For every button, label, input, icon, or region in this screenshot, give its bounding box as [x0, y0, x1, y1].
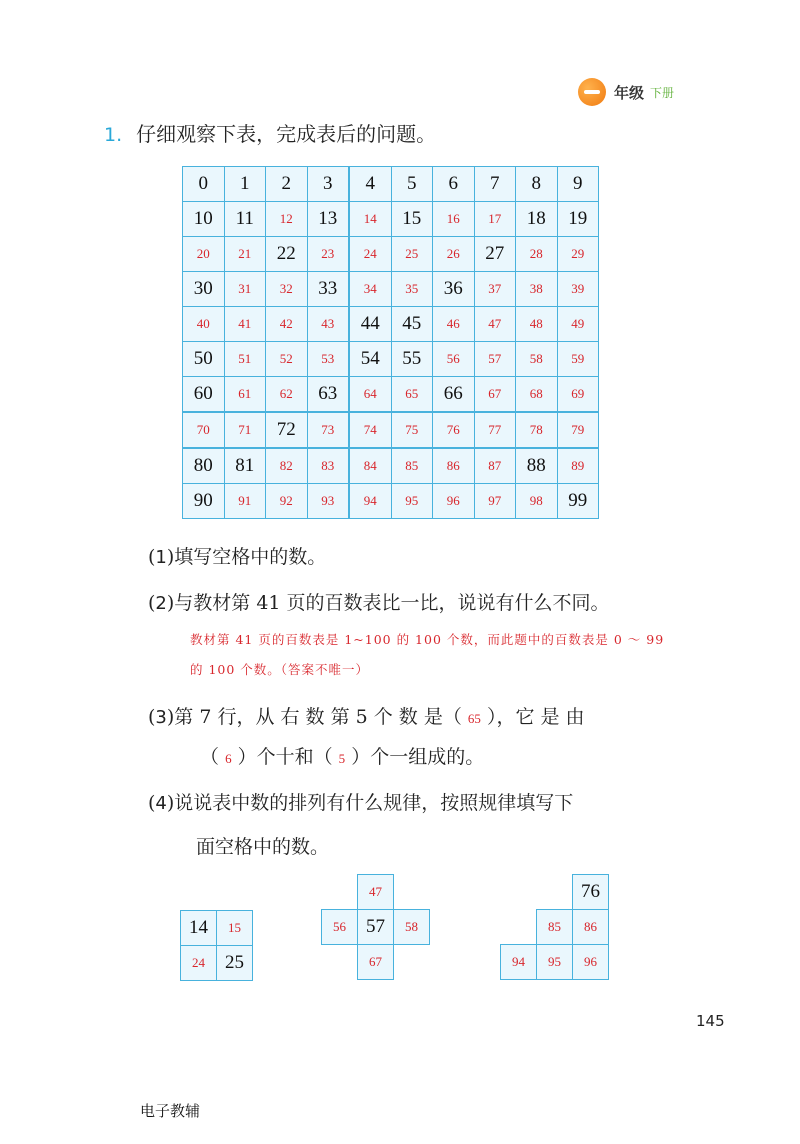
table-cell-answer: 39	[557, 272, 599, 307]
table-row	[183, 237, 599, 272]
table-cell-answer: 14	[349, 202, 391, 237]
grid-cell: 56	[322, 910, 358, 945]
table-cell-answer: 89	[557, 448, 599, 484]
table-cell-answer: 69	[557, 377, 599, 413]
table-cell-answer: 83	[307, 448, 349, 484]
table-cell-given: 15	[391, 202, 433, 237]
table-cell-given: 90	[183, 484, 225, 519]
table-cell-answer: 17	[474, 202, 516, 237]
table-cell-given: 19	[557, 202, 599, 237]
table-cell-answer: 85	[391, 448, 433, 484]
table-cell-answer: 31	[224, 272, 266, 307]
table-cell-answer: 42	[266, 307, 308, 342]
grid-cell: 58	[394, 910, 430, 945]
volume-label: 下册	[650, 85, 675, 100]
table-cell-answer: 73	[307, 412, 349, 448]
table-cell-answer: 70	[183, 412, 225, 448]
table-cell-answer: 32	[266, 272, 308, 307]
table-row	[183, 377, 599, 413]
table-row	[183, 484, 599, 519]
grid-cell: 76	[573, 875, 609, 910]
table-cell-answer: 56	[433, 342, 475, 377]
table-cell-answer: 35	[391, 272, 433, 307]
table-cell-answer: 77	[474, 412, 516, 448]
table-cell-given: 5	[391, 167, 433, 202]
table-cell-answer: 41	[224, 307, 266, 342]
part-4-line-2: 面空格中的数。	[196, 836, 330, 858]
table-row	[183, 167, 599, 202]
grid-cell: 14	[181, 911, 217, 946]
table-row	[183, 272, 599, 307]
table-cell-answer: 59	[557, 342, 599, 377]
table-cell-answer: 86	[433, 448, 475, 484]
part-4: (4)说说表中数的排列有什么规律，按照规律填写下	[148, 792, 574, 814]
table-row	[183, 307, 599, 342]
grid-cell: 96	[573, 945, 609, 980]
table-cell-answer: 58	[516, 342, 558, 377]
table-cell-given: 3	[307, 167, 349, 202]
table-cell-given: 99	[557, 484, 599, 519]
part-1: (1)填写空格中的数。	[148, 546, 327, 568]
table-cell-answer: 97	[474, 484, 516, 519]
table-cell-given: 10	[183, 202, 225, 237]
grid-cell: 25	[217, 946, 253, 981]
grid-cell: 24	[181, 946, 217, 981]
table-cell-given: 55	[391, 342, 433, 377]
table-cell-answer: 75	[391, 412, 433, 448]
footer-label: 电子教辅	[140, 1102, 201, 1120]
table-cell-answer: 47	[474, 307, 516, 342]
grid-cell: 57	[358, 910, 394, 945]
table-cell-answer: 48	[516, 307, 558, 342]
table-cell-answer: 37	[474, 272, 516, 307]
answer-blank-65: 65	[467, 711, 481, 726]
grid-cell: 95	[537, 945, 573, 980]
table-cell-given: 60	[183, 377, 225, 413]
table-cell-answer: 21	[224, 237, 266, 272]
table-cell-given: 18	[516, 202, 558, 237]
table-cell-answer: 40	[183, 307, 225, 342]
grade-label: 年级	[614, 83, 645, 102]
table-cell-given: 1	[224, 167, 266, 202]
table-cell-answer: 93	[307, 484, 349, 519]
table-cell-answer: 94	[349, 484, 391, 519]
table-cell-given: 30	[183, 272, 225, 307]
table-cell-answer: 68	[516, 377, 558, 413]
table-cell-given: 81	[224, 448, 266, 484]
table-cell-answer: 91	[224, 484, 266, 519]
table-cell-given: 88	[516, 448, 558, 484]
grade-one-icon	[578, 78, 606, 106]
table-row	[183, 342, 599, 377]
table-cell-given: 2	[266, 167, 308, 202]
page-number: 145	[696, 1012, 725, 1030]
table-cell-answer: 25	[391, 237, 433, 272]
question-number: 1.	[104, 124, 123, 146]
table-cell-answer: 51	[224, 342, 266, 377]
table-cell-answer: 92	[266, 484, 308, 519]
table-cell-given: 0	[183, 167, 225, 202]
table-cell-given: 72	[266, 412, 308, 448]
table-cell-answer: 16	[433, 202, 475, 237]
table-cell-given: 22	[266, 237, 308, 272]
table-cell-answer: 82	[266, 448, 308, 484]
table-cell-answer: 43	[307, 307, 349, 342]
table-cell-given: 33	[307, 272, 349, 307]
grid-cell: 85	[537, 910, 573, 945]
table-cell-given: 9	[557, 167, 599, 202]
table-cell-answer: 61	[224, 377, 266, 413]
table-cell-answer: 98	[516, 484, 558, 519]
grid-cell: 47	[358, 875, 394, 910]
answer-blank-5: 5	[338, 751, 346, 766]
table-cell-answer: 23	[307, 237, 349, 272]
table-cell-answer: 64	[349, 377, 391, 413]
grid-cell: 86	[573, 910, 609, 945]
table-cell-answer: 62	[266, 377, 308, 413]
table-cell-given: 63	[307, 377, 349, 413]
table-cell-answer: 78	[516, 412, 558, 448]
table-cell-answer: 12	[266, 202, 308, 237]
table-cell-answer: 96	[433, 484, 475, 519]
table-cell-answer: 46	[433, 307, 475, 342]
table-cell-given: 50	[183, 342, 225, 377]
table-cell-given: 66	[433, 377, 475, 413]
table-cell-answer: 52	[266, 342, 308, 377]
table-cell-answer: 65	[391, 377, 433, 413]
table-cell-answer: 84	[349, 448, 391, 484]
grid-cell: 67	[358, 945, 394, 980]
table-cell-given: 4	[349, 167, 391, 202]
grade-badge	[578, 78, 674, 106]
table-cell-answer: 29	[557, 237, 599, 272]
hundred-table	[182, 166, 599, 519]
table-cell-given: 36	[433, 272, 475, 307]
grid-cell: 94	[501, 945, 537, 980]
table-cell-given: 13	[307, 202, 349, 237]
table-cell-answer: 74	[349, 412, 391, 448]
grid-2	[321, 874, 430, 980]
table-cell-answer: 34	[349, 272, 391, 307]
table-row	[183, 412, 599, 448]
grid-cell: 15	[217, 911, 253, 946]
table-cell-answer: 38	[516, 272, 558, 307]
part-2: (2)与教材第 41 页的百数表比一比，说说有什么不同。	[148, 592, 610, 614]
table-cell-given: 7	[474, 167, 516, 202]
table-cell-given: 11	[224, 202, 266, 237]
table-cell-given: 6	[433, 167, 475, 202]
part-2-answer-line-2: 的 100 个数。（答案不唯一）	[190, 662, 370, 677]
table-cell-answer: 57	[474, 342, 516, 377]
answer-blank-6: 6	[225, 751, 232, 766]
table-cell-given: 27	[474, 237, 516, 272]
table-cell-answer: 20	[183, 237, 225, 272]
table-row	[183, 448, 599, 484]
question-text: 仔细观察下表，完成表后的问题。	[136, 122, 437, 146]
table-cell-given: 80	[183, 448, 225, 484]
table-cell-given: 8	[516, 167, 558, 202]
table-row	[183, 202, 599, 237]
table-cell-given: 54	[349, 342, 391, 377]
table-cell-answer: 67	[474, 377, 516, 413]
table-cell-answer: 76	[433, 412, 475, 448]
table-cell-answer: 28	[516, 237, 558, 272]
table-cell-answer: 71	[224, 412, 266, 448]
table-cell-answer: 87	[474, 448, 516, 484]
part-2-answer-line-1: 教材第 41 页的百数表是 1~100 的 100 个数，而此题中的百数表是 0 ～ 99	[190, 632, 665, 647]
table-cell-given: 45	[391, 307, 433, 342]
part-3-line-2: （ 6 ）个十和（ 5 ）个一组成的。	[200, 746, 485, 768]
table-cell-given: 44	[349, 307, 391, 342]
grid-3	[500, 874, 609, 980]
table-cell-answer: 95	[391, 484, 433, 519]
table-cell-answer: 49	[557, 307, 599, 342]
table-cell-answer: 24	[349, 237, 391, 272]
table-cell-answer: 79	[557, 412, 599, 448]
part-3: (3)第 7 行，从 右 数 第 5 个 数 是（ 65 ），它 是 由	[148, 706, 585, 728]
table-cell-answer: 53	[307, 342, 349, 377]
table-cell-answer: 26	[433, 237, 475, 272]
grid-1	[180, 910, 253, 981]
question-title	[104, 118, 436, 147]
